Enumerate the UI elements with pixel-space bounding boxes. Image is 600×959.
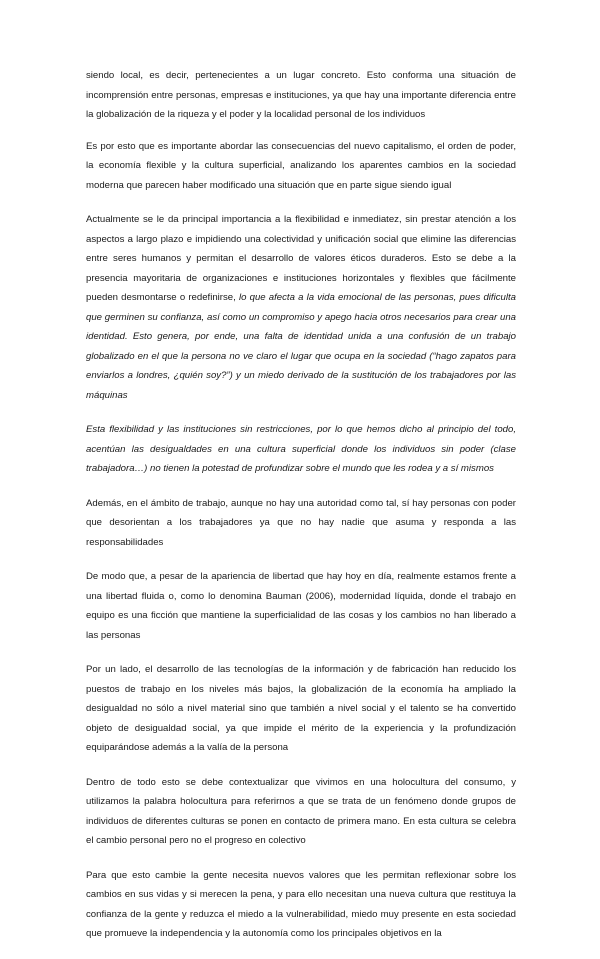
paragraph xyxy=(86,494,516,553)
paragraph xyxy=(86,210,516,405)
italic-text-run: Esta flexibilidad y las instituciones sin restricciones, por lo que hemos dicho al principio del todo, acentúan las desigualdades en una cultura superficial donde los individuos sin poder (clase trabajadora…) no tienen la potestad de profundizar sobre el mundo que les rodea y a sí mismos xyxy=(86,424,516,474)
text-run: siendo local, es decir, pertenecientes a un lugar concreto. Esto conforma una situación de incomprensión entre personas, empresas e instituciones, ya que hay una importante diferencia entre la globalización de la riqueza y el poder y la localidad personal de los individuos xyxy=(86,70,516,120)
text-run: Dentro de todo esto se debe contextualizar que vivimos en una holocultura del consumo, y utilizamos la palabra holocultura para referirnos a que se trata de un fenómeno donde grupos de individuos de diferentes culturas se ponen en contacto de primera mano. En esta cultura se celebra el cambio personal pero no el progreso en colectivo xyxy=(86,776,516,846)
paragraph xyxy=(86,567,516,645)
text-run: Para que esto cambie la gente necesita nuevos valores que les permitan reflexionar sobre los cambios en sus vidas y si merecen la pena, y para ello necesitan una nueva cultura que restituya la confianza de la gente y reduzca el miedo a la vulnerabilidad, miedo muy presente en esta sociedad que promueve la independencia y la autonomía como los principales objetivos en la xyxy=(86,869,516,939)
paragraph xyxy=(86,66,516,125)
paragraph xyxy=(86,137,516,196)
italic-paragraph xyxy=(86,420,516,479)
text-run: Es por esto que es importante abordar las consecuencias del nuevo capitalismo, el orden de poder, la economía flexible y la cultura superficial, analizando los aparentes cambios en la sociedad moderna que parecen haber modificado una situación que en parte sigue siendo igual xyxy=(86,140,516,191)
italic-text-run: lo que afecta a la vida emocional de las personas, pues dificulta que germinen su confianza, así como un compromiso y apego hacia otros necesarios para crear una identidad. Esto genera, por ende, una falta de identidad unida a una confusión de un trabajo globalizado en el que la persona no ve claro el lugar que ocupa en la sociedad (“hago zapatos para enviarlos a londres, ¿quién soy?”) y un miedo derivado de la sustitución de los trabajadores por las máquinas xyxy=(86,292,516,401)
paragraph xyxy=(86,660,516,758)
document-page xyxy=(86,66,516,959)
paragraph xyxy=(86,773,516,851)
text-run: Además, en el ámbito de trabajo, aunque no hay una autoridad como tal, sí hay personas con poder que desorientan a los trabajadores ya que no hay nadie que asuma y responda a las responsabilidades xyxy=(86,497,516,548)
text-run: Actualmente se le da principal importancia a la flexibilidad e inmediatez, sin prestar atención a los aspectos a largo plazo e impidiendo una colectividad y unificación social que elimine las diferencias entre seres humanos y permitan el desarrollo de valores éticos duraderos. Esto se debe a la presencia mayoritaria de organizaciones e instituciones horizontales y flexibles que fácilmente pueden desmontarse o redefinirse, xyxy=(86,214,516,303)
text-run: Por un lado, el desarrollo de las tecnologías de la información y de fabricación han reducido los puestos de trabajo en los niveles más bajos, la globalización de la economía ha ampliado la desigualdad no sólo a nivel material sino que también a nivel social y el talento se ha convertido objeto de desigualdad social, ya que impide el mérito de la experiencia y la profundización equiparándose además a la valía de la persona xyxy=(86,664,516,753)
text-run: De modo que, a pesar de la apariencia de libertad que hay hoy en día, realmente estamos frente a una libertad fluida o, como lo denomina Bauman (2006), modernidad líquida, donde el trabajo en equipo es una ficción que mantiene la superficialidad de las cosas y los cambios no han liberado a las personas xyxy=(86,571,516,641)
paragraph xyxy=(86,866,516,944)
